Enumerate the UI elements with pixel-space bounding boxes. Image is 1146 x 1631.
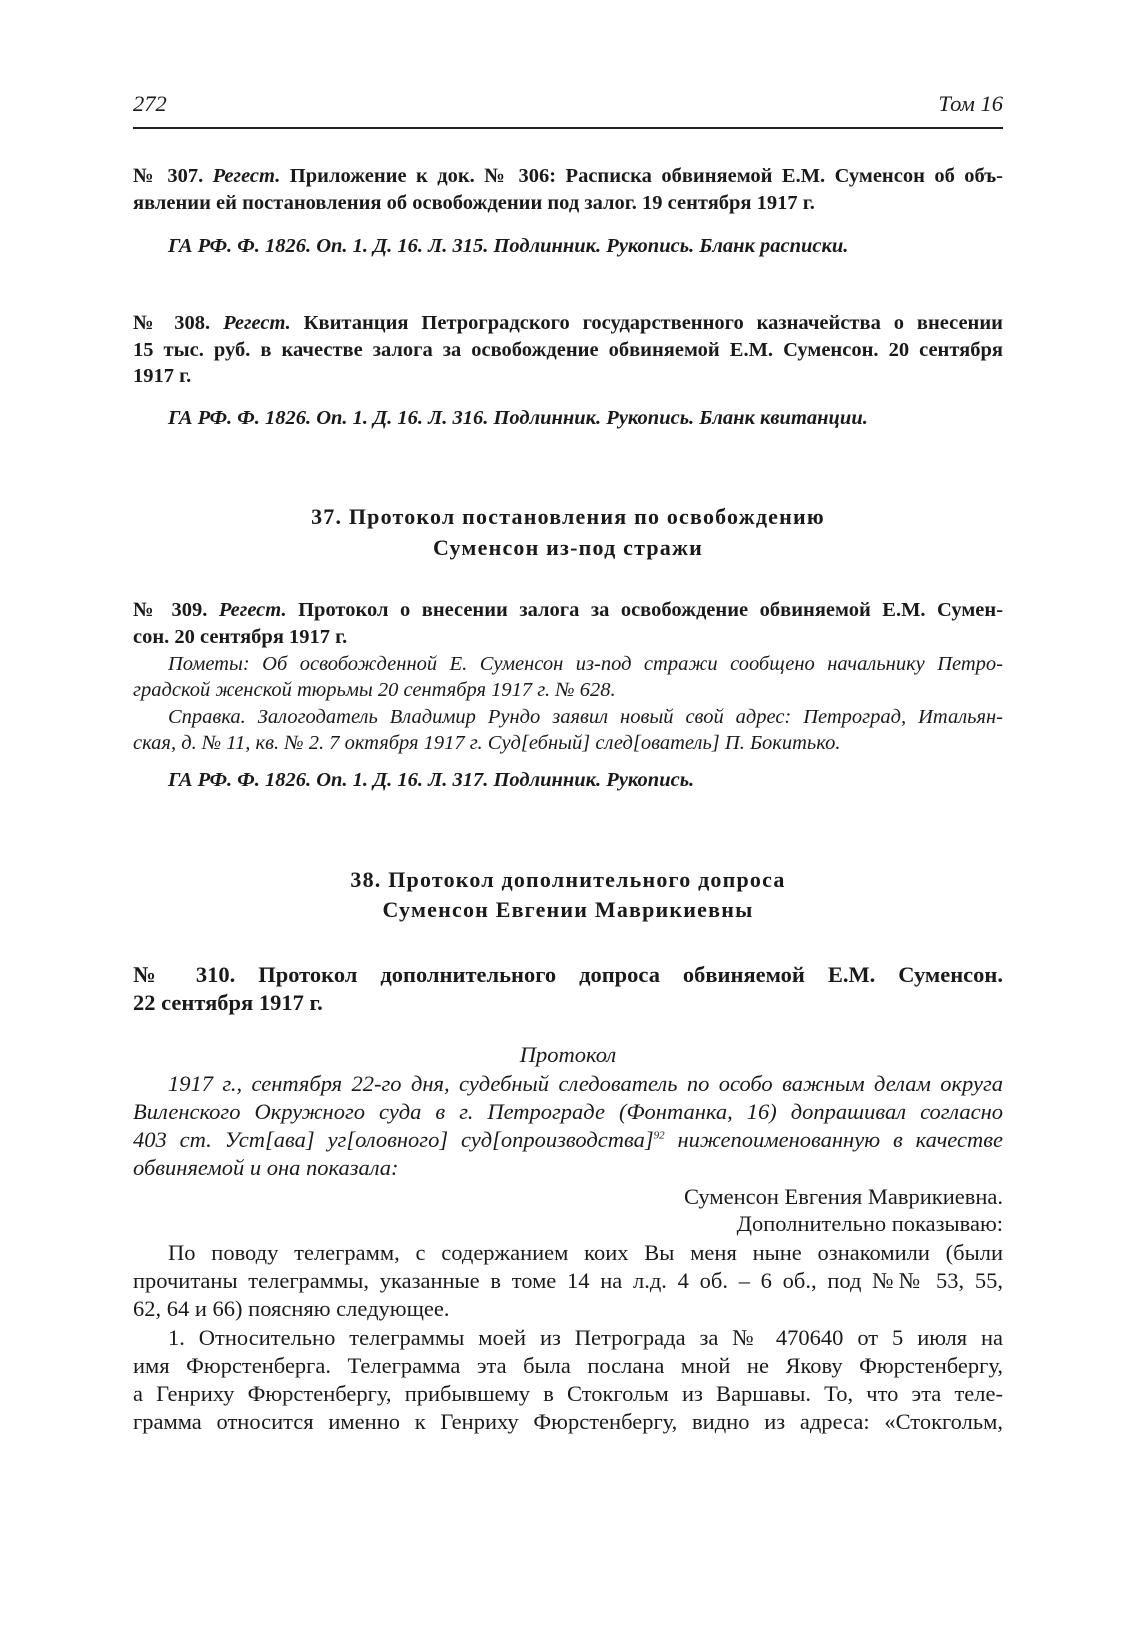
protocol-heading: Протокол [519,1042,617,1067]
doc309-notes-line2: градской женской тюрьмы 20 сентября 1917 г. № 628. [133,679,616,701]
doc309-line2: сон. 20 сентября 1917 г. [133,626,348,648]
doc308-line3: 1917 г. [133,365,192,387]
para2-line3: а Генриху Фюрстенбергу, прибывшему в Стокгольм из Варшавы. То, что эта теле- [133,1381,1003,1406]
section37-title-line1: 37. Протокол постановления по освобождению [311,504,825,529]
para2-line4: грамма относится именно к Генриху Фюрстенбергу, видно из адреса: «Стокгольм, [133,1409,1003,1434]
intro-line4: обвиняемой и она показала: [133,1155,399,1180]
doc307-source: ГА РФ. Ф. 1826. Оп. 1. Д. 16. Л. 315. Подлинник. Рукопись. Бланк расписки. [168,235,849,257]
volume-label: Том 16 [938,91,1003,116]
section38-title-line1: 38. Протокол дополнительного допроса [350,867,786,892]
doc308-line1: № 308. Регест. Квитанция Петроградского государственного казначейства о внесении [133,312,1003,334]
additionally-label: Дополнительно показываю: [736,1211,1003,1236]
para1-line3: 62, 64 и 66) поясняю следующее. [133,1296,450,1321]
intro-line2: Виленского Окружного суда в г. Петрограде (Фонтанка, 16) допрашивал согласно [133,1099,1003,1124]
doc309-source: ГА РФ. Ф. 1826. Оп. 1. Д. 16. Л. 317. Подлинник. Рукопись. [168,769,695,791]
doc307-line1: № 307. Регест. Приложение к док. № 306: Расписка обвиняемой Е.М. Суменсон об объ- [133,165,1004,187]
doc309-notes-line3: Справка. Залогодатель Владимир Рундо заявил новый свой адрес: Петроград, Итальян- [168,706,1003,728]
footnote-ref[interactable]: 92 [653,1129,665,1142]
para2-line1: 1. Относительно телеграммы моей из Петрограда за № 470640 от 5 июля на [168,1325,1003,1350]
doc308-source: ГА РФ. Ф. 1826. Оп. 1. Д. 16. Л. 316. Подлинник. Рукопись. Бланк квитанции. [168,407,868,429]
doc310-title-line1: № 310. Протокол дополнительного допроса обвиняемой Е.М. Суменсон. [133,962,1003,987]
doc308-line2: 15 тыс. руб. в качестве залога за освобождение обвиняемой Е.М. Суменсон. 20 сентября [133,339,1003,361]
page-number: 272 [133,91,167,116]
section37-title-line2: Суменсон из-под стражи [432,535,704,560]
doc310-title-line2: 22 сентября 1917 г. [133,990,323,1015]
para1-line2: прочитаны телеграммы, указанные в томе 14 на л.д. 4 об. – 6 об., под №№ 53, 55, [133,1268,1003,1293]
witness-name: Суменсон Евгения Маврикиевна. [683,1184,1003,1209]
doc309-notes-line1: Пометы: Об освобожденной Е. Суменсон из-под стражи сообщено начальнику Петро- [168,653,1003,675]
doc309-line1: № 309. Регест. Протокол о внесении залога за освобождение обвиняемой Е.М. Сумен- [133,599,1004,621]
header-rule [133,127,1003,129]
intro-line1: 1917 г., сентября 22-го дня, судебный следователь по особо важным делам округа [168,1071,1003,1096]
intro-line3: 403 ст. Уст[ава] уг[оловного] суд[опроизводства]$^{92}$ нижепоименованную в качестве [133,1127,1003,1152]
para1-line1: По поводу телеграмм, с содержанием коих Вы меня ныне ознакомили (были [168,1240,1003,1265]
section38-title-line2: Суменсон Евгении Маврикиевны [382,897,754,922]
para2-line2: имя Фюрстенберга. Телеграмма эта была послана мной не Якову Фюрстенбергу, [133,1353,1003,1378]
doc307-line2: явлении ей постановления об освобождении под залог. 19 сентября 1917 г. [133,192,815,214]
doc309-notes-line4: ская, д. № 11, кв. № 2. 7 октября 1917 г. Суд[ебный] след[ователь] П. Бокитько. [133,732,841,754]
